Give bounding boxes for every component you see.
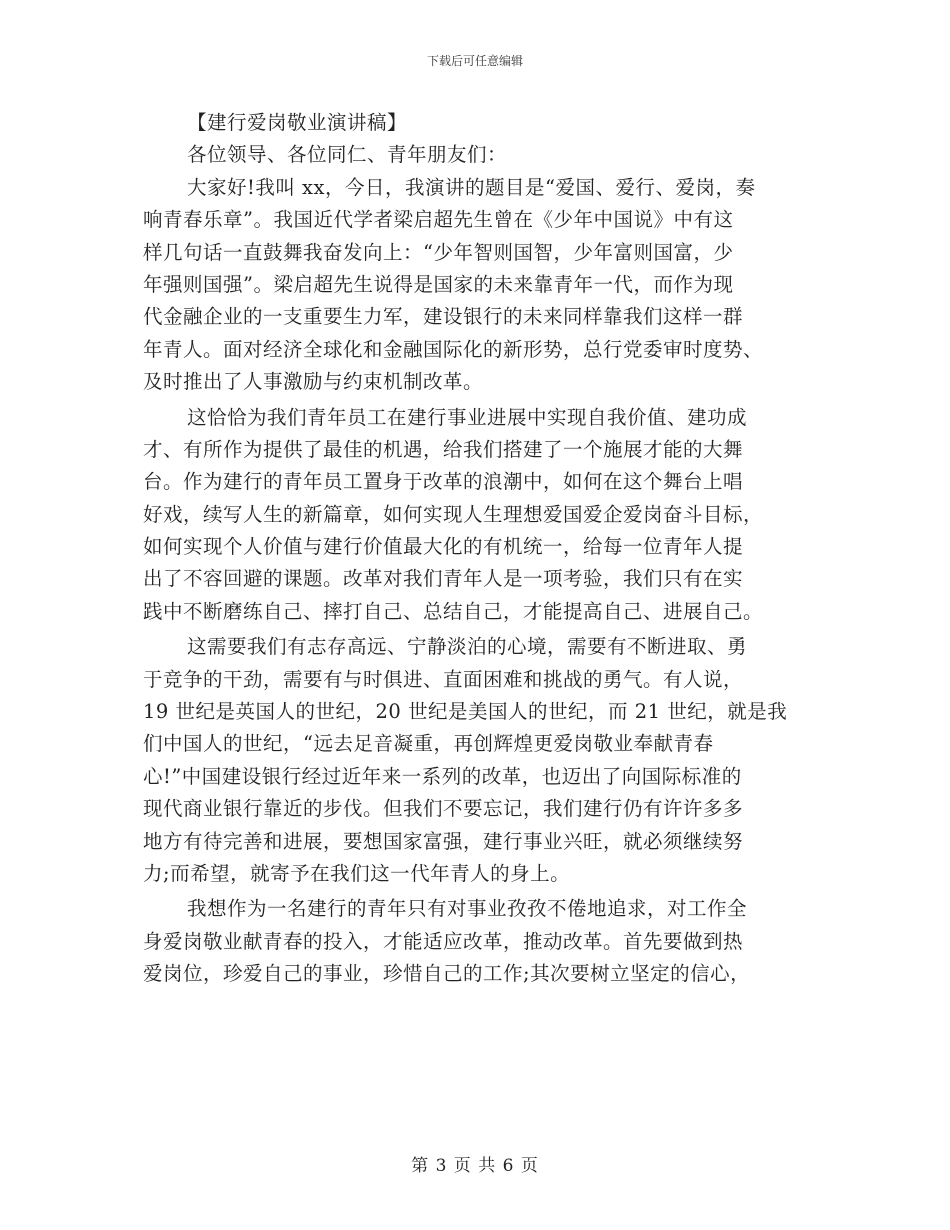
text-line: 如何实现个人价值与建行价值最大化的有机统一，给每一位青年人提 — [143, 535, 744, 559]
page-number-footer: 第 3 页 共 6 页 — [411, 1156, 539, 1176]
text-line: 年青人。面对经济全球化和金融国际化的新形势，总行党委审时度势、 — [143, 337, 764, 361]
text-line: 于竞争的干劲，需要有与时俱进、直面困难和挑战的勇气。有人说， — [143, 667, 744, 691]
text-line: 及时推出了人事激励与约束机制改革。 — [143, 370, 484, 394]
text-line: 代金融企业的一支重要生力军，建设银行的未来同样靠我们这样一群 — [143, 305, 744, 329]
text-line: 力;而希望，就寄予在我们这一代年青人的身上。 — [143, 861, 571, 885]
document-body — [143, 107, 823, 991]
text-line: 好戏，续写人生的新篇章，如何实现人生理想爱国爱企爱岗奋斗目标， — [143, 502, 764, 526]
text-line: 大家好!我叫 xx，今日，我演讲的题目是“爱国、爱行、爱岗，奏 — [187, 175, 756, 199]
text-line: 们中国人的世纪，“远去足音凝重，再创辉煌更爱岗敬业奉献青春 — [143, 732, 714, 756]
text-line: 才、有所作为提供了最佳的机遇，给我们搭建了一个施展才能的大舞 — [143, 437, 744, 461]
text-line: 地方有待完善和进展，要想国家富强，建行事业兴旺，就必须继续努 — [143, 829, 744, 853]
text-line: 出了不容回避的课题。改革对我们青年人是一项考验，我们只有在实 — [143, 567, 744, 591]
text-line: 样几句话一直鼓舞我奋发向上：“少年智则国智，少年富则国富，少 — [143, 240, 734, 264]
text-line: 台。作为建行的青年员工置身于改革的浪潮中，如何在这个舞台上唱 — [143, 470, 744, 494]
text-line: 心!”中国建设银行经过近年来一系列的改革，也迈出了向国际标准的 — [143, 764, 742, 788]
text-line: 响青春乐章”。我国近代学者梁启超先生曾在《少年中国说》中有这 — [143, 208, 734, 232]
text-line: 这恰恰为我们青年员工在建行事业进展中实现自我价值、建功成 — [187, 405, 748, 429]
page-header-note: 下载后可任意编辑 — [426, 54, 523, 68]
text-line: 我想作为一名建行的青年只有对事业孜孜不倦地追求，对工作全 — [187, 897, 748, 921]
text-line: 爱岗位，珍爱自己的事业，珍惜自己的工作;其次要树立坚定的信心， — [143, 962, 751, 986]
text-line: 19 世纪是英国人的世纪，20 世纪是美国人的世纪，而 21 世纪，就是我 — [143, 700, 788, 724]
text-line: 现代商业银行靠近的步伐。但我们不要忘记，我们建行仍有许许多多 — [143, 797, 744, 821]
text-line: 【建行爱岗敬业演讲稿】 — [187, 111, 408, 134]
text-line: 这需要我们有志存高远、宁静淡泊的心境，需要有不断进取、勇 — [187, 635, 748, 659]
text-line: 践中不断磨练自己、摔打自己、总结自己，才能提高自己、进展自己。 — [143, 599, 764, 623]
text-line: 身爱岗敬业献青春的投入，才能适应改革，推动改革。首先要做到热 — [143, 929, 744, 953]
text-line: 各位领导、各位同仁、青年朋友们： — [187, 143, 508, 167]
text-line: 年强则国强”。梁启超先生说得是国家的未来靠青年一代，而作为现 — [143, 272, 734, 296]
